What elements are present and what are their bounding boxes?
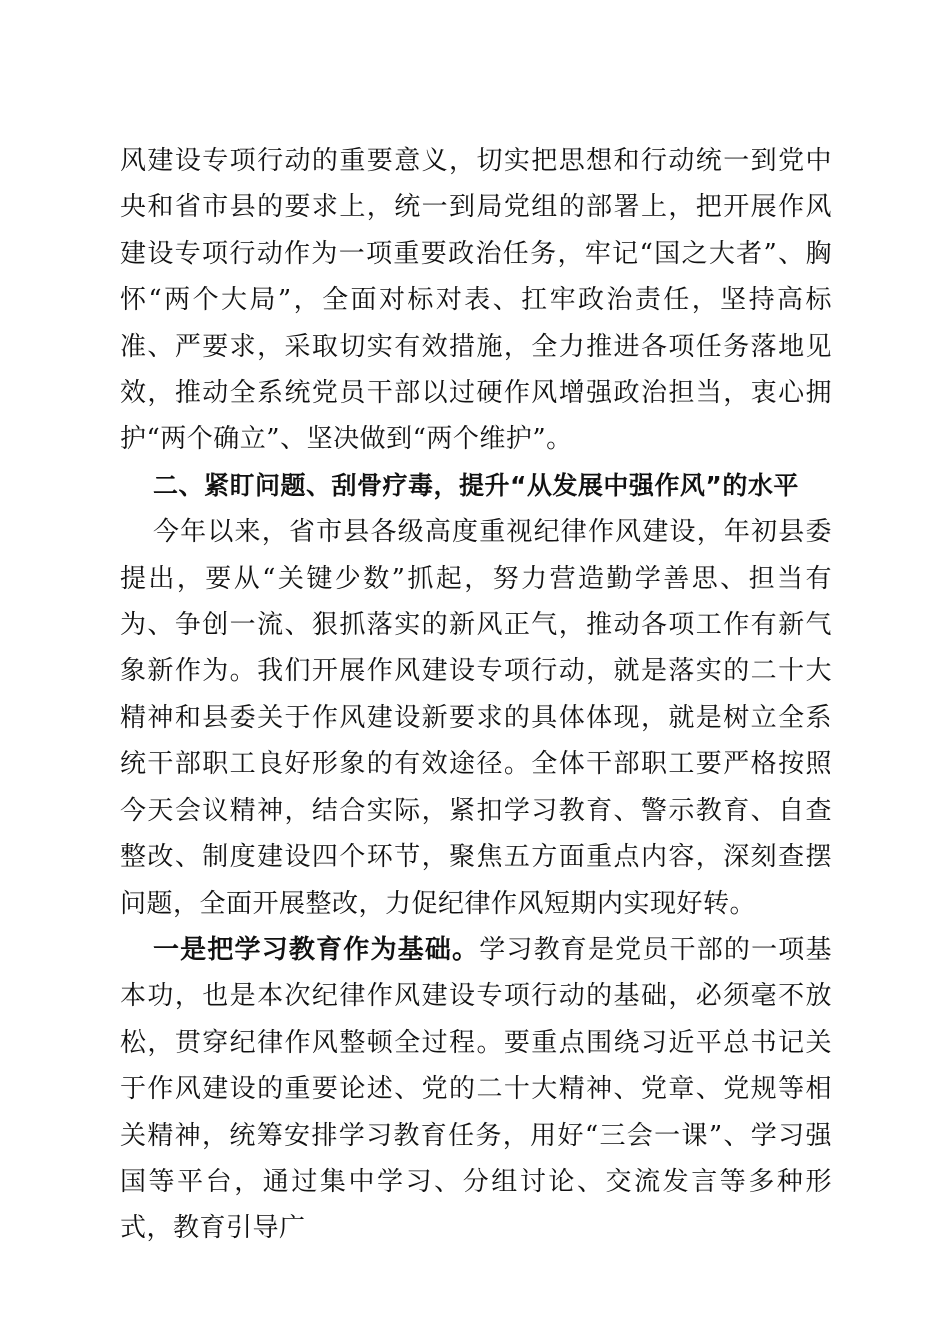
section-heading: 二、紧盯问题、刮骨疗毒，提升“从发展中强作风”的水平 (153, 470, 799, 500)
document-page (120, 138, 832, 1252)
paragraph-section-intro: 今年以来，省市县各级高度重视纪律作风建设，年初县委提出，要从“关键少数”抓起，努力营造勤学善思、担当有为、争创一流、狠抓落实的新风正气，推动各项工作有新气象新作为。我们开展作风建设专项行动，就是落实的二十大精神和县委关于作风建设新要求的具体体现，就是树立全系统干部职工良好形象的有效途径。全体干部职工要严格按照今天会议精神，结合实际，紧扣学习教育、警示教育、自查整改、制度建设四个环节，聚焦五方面重点内容，深刻查摆问题，全面开展整改，力促纪律作风短期内实现好转。 (120, 517, 832, 919)
point-one-lead: 一是把学习教育作为基础。 (153, 934, 480, 965)
paragraph-continuation: 风建设专项行动的重要意义，切实把思想和行动统一到党中央和省市县的要求上，统一到局党组的部署上，把开展作风建设专项行动作为一项重要政治任务，牢记“国之大者”、胸怀“两个大局”，全面对标对表、扛牢政治责任，坚持高标准、严要求，采取切实有效措施，全力推进各项任务落地见效，推动全系统党员干部以过硬作风增强政治担当，衷心拥护“两个确立”、坚决做到“两个维护”。 (120, 146, 832, 455)
paragraph-point-one (120, 927, 832, 1252)
point-one-body: 学习教育是党员干部的一项基本功，也是本次纪律作风建设专项行动的基础，必须毫不放松，贯穿纪律作风整顿全过程。要重点围绕习近平总书记关于作风建设的重要论述、党的二十大精神、党章、党规等相关精神，统筹安排学习教育任务，用好“三会一课”、学习强国等平台，通过集中学习、分组讨论、交流发言等多种形式，教育引导广 (120, 934, 832, 1244)
